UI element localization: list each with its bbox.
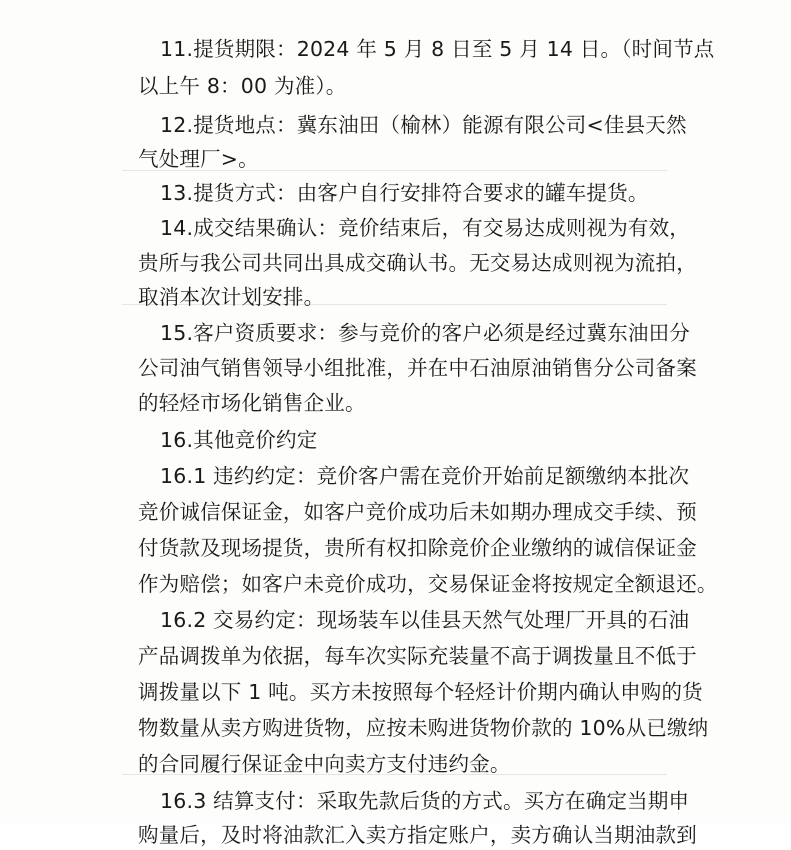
text-line: 16.3 结算支付：采取先款后货的方式。买方在确定当期申	[160, 789, 690, 813]
text-line: 调拨量以下 1 吨。买方未按照每个轻烃计价期内确认申购的货	[138, 680, 703, 704]
text-line: 贵所与我公司共同出具成交确认书。无交易达成则视为流拍，	[138, 251, 697, 275]
text-line: 的合同履行保证金中向卖方支付违约金。	[138, 752, 511, 776]
text-line: 16.2 交易约定：现场装车以佳县天然气处理厂开具的石油	[160, 608, 690, 632]
text-line: 付货款及现场提货，贵所有权扣除竞价企业缴纳的诚信保证金	[138, 536, 697, 560]
text-line: 物数量从卖方购进货物，应按未购进货物价款的 10%从已缴纳	[138, 716, 709, 740]
text-line: 15.客户资质要求：参与竞价的客户必须是经过冀东油田分	[160, 321, 691, 345]
text-line: 购量后，及时将油款汇入卖方指定账户，卖方确认当期油款到	[138, 823, 697, 847]
text-line: 的轻烃市场化销售企业。	[138, 391, 366, 415]
text-line: 取消本次计划安排。	[138, 285, 325, 309]
text-line: 14.成交结果确认：竞价结束后，有交易达成则视为有效，	[160, 216, 691, 240]
text-line: 气处理厂>。	[138, 147, 259, 171]
text-line: 公司油气销售领导小组批准，并在中石油原油销售分公司备案	[138, 356, 697, 380]
text-line: 以上午 8：00 为准）。	[138, 74, 347, 98]
text-line: 11.提货期限：2024 年 5 月 8 日至 5 月 14 日。（时间节点	[160, 37, 715, 61]
text-line: 16.其他竞价约定	[160, 428, 318, 452]
text-line: 竞价诚信保证金，如客户竞价成功后未如期办理成交手续、预	[138, 500, 697, 524]
text-line: 13.提货方式：由客户自行安排符合要求的罐车提货。	[160, 181, 649, 205]
text-line: 16.1 违约约定：竞价客户需在竞价开始前足额缴纳本批次	[160, 464, 690, 488]
text-line: 作为赔偿；如客户未竞价成功，交易保证金将按规定全额退还。	[138, 572, 718, 596]
text-line: 12.提货地点：冀东油田（榆林）能源有限公司<佳县天然	[160, 113, 687, 137]
text-line: 产品调拨单为依据，每车次实际充装量不高于调拨量且不低于	[138, 644, 697, 668]
